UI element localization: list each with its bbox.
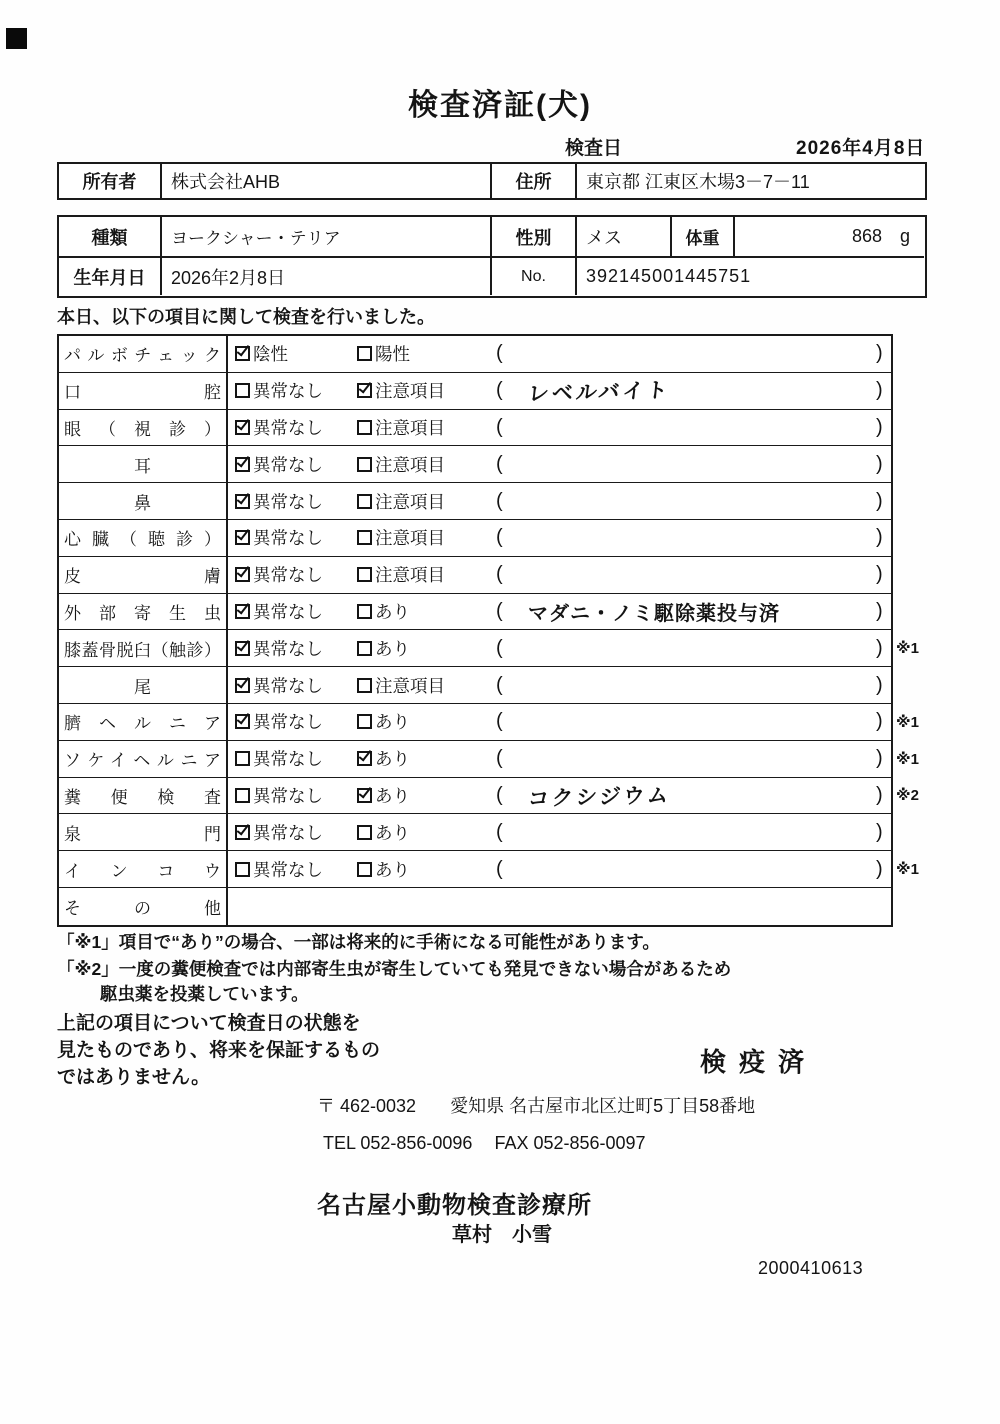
exam-option-2 (357, 410, 445, 446)
paren-open: ( (496, 342, 503, 365)
exam-table-row (59, 336, 891, 373)
paren-close: ) (876, 783, 883, 806)
paren-open: ( (496, 673, 503, 696)
paren-close: ) (876, 415, 883, 438)
checkbox-icon (357, 751, 372, 766)
checkbox-icon (357, 862, 372, 877)
paren-open: ( (496, 747, 503, 770)
exam-item-label-cell (59, 704, 228, 740)
checkmark-icon (359, 748, 372, 762)
exam-item-label-cell (59, 446, 228, 482)
exam-row-content (228, 410, 891, 446)
exam-row-content (228, 704, 919, 740)
veterinarian-name: 草村 小雪 (452, 1224, 552, 1246)
exam-row-content (228, 778, 919, 814)
paren-close: ) (876, 342, 883, 365)
exam-option-2-label: 注意項目 (375, 528, 445, 549)
checkmark-icon (237, 453, 250, 467)
checkbox-icon (235, 825, 250, 840)
exam-option-2 (357, 851, 410, 887)
exam-option-1 (235, 667, 323, 703)
exam-option-1 (235, 814, 323, 850)
exam-item-label-cell (59, 557, 228, 593)
exam-option-2 (357, 446, 445, 482)
exam-row-content (228, 594, 891, 630)
exam-option-2-label: 陽性 (375, 344, 410, 365)
checkbox-icon (235, 862, 250, 877)
exam-row-content (228, 814, 891, 850)
exam-item-label-cell (59, 667, 228, 703)
exam-item-label: 皮膚 (64, 567, 221, 587)
footnote-ref: ※1 (896, 713, 919, 731)
clinic-postal-code: 〒 462-0032 (317, 1096, 417, 1116)
scan-artifact-mark (6, 28, 27, 49)
checkmark-icon (237, 417, 250, 431)
footnote-ref: ※1 (896, 861, 919, 879)
paren-open: ( (496, 563, 503, 586)
document-title: 検査済証(犬) (408, 89, 592, 122)
checkbox-icon (235, 714, 250, 729)
clinic-address-line (317, 1092, 755, 1118)
exam-item-label-cell (59, 814, 228, 850)
exam-option-1-label: 異常なし (253, 381, 323, 402)
exam-option-2 (357, 520, 445, 556)
clinic-tel: TEL 052-856-0096 (323, 1133, 473, 1153)
paren-open: ( (496, 710, 503, 733)
exam-option-2 (357, 557, 445, 593)
exam-option-1-label: 陰性 (253, 344, 288, 365)
exam-item-label-cell (59, 888, 228, 925)
breed-value: ヨークシャー・テリア (160, 217, 490, 256)
footnote-1: 「※1」項目で“あり”の場合、一部は将来的に手術になる可能性があります。 (57, 932, 660, 952)
checkbox-icon (357, 678, 372, 693)
checkmark-icon (237, 490, 250, 504)
paren-open: ( (496, 820, 503, 843)
exam-row-content (228, 373, 891, 409)
exam-option-1-label: 異常なし (253, 528, 323, 549)
exam-option-1 (235, 704, 323, 740)
checkbox-icon (357, 346, 372, 361)
exam-item-label: その他 (64, 898, 221, 918)
checkmark-icon (359, 784, 372, 798)
exam-item-label: 尾 (134, 677, 151, 697)
paren-open: ( (496, 599, 503, 622)
exam-option-2 (357, 594, 410, 630)
checkmark-icon (237, 527, 250, 541)
exam-option-2-label: あり (375, 859, 410, 880)
exam-option-1 (235, 557, 323, 593)
paren-close: ) (876, 489, 883, 512)
exam-table-row (59, 814, 891, 851)
exam-row-content (228, 483, 891, 519)
exam-row-content (228, 336, 891, 372)
exam-option-2-label: あり (375, 749, 410, 770)
exam-item-label-cell (59, 778, 228, 814)
paren-close: ) (876, 563, 883, 586)
exam-row-content (228, 667, 891, 703)
exam-option-2 (357, 741, 410, 777)
checkbox-icon (235, 530, 250, 545)
exam-item-label-cell (59, 483, 228, 519)
exam-row-content (228, 741, 919, 777)
checkbox-icon (235, 457, 250, 472)
exam-option-2 (357, 373, 445, 409)
exam-option-2 (357, 336, 410, 372)
exam-option-2-label: あり (375, 822, 410, 843)
paren-close: ) (876, 526, 883, 549)
paren-close: ) (876, 857, 883, 880)
exam-option-1 (235, 778, 323, 814)
footnote-2-continued: 駆虫薬を投薬しています。 (100, 984, 309, 1004)
paren-close: ) (876, 710, 883, 733)
checkbox-icon (235, 604, 250, 619)
exam-table-row (59, 557, 891, 594)
checkbox-icon (357, 383, 372, 398)
clinic-address: 愛知県 名古屋市北区辻町5丁目58番地 (450, 1096, 756, 1116)
footnote-2: 「※2」一度の糞便検査では内部寄生虫が寄生していても発見できない場合があるため (57, 959, 732, 979)
exam-item-label-cell (59, 336, 228, 372)
checkmark-icon (237, 343, 250, 357)
exam-table-row (59, 888, 891, 925)
checkmark-icon (237, 564, 250, 578)
paren-open: ( (496, 452, 503, 475)
exam-option-1-label: 異常なし (253, 565, 323, 586)
exam-option-1 (235, 410, 323, 446)
exam-option-1-label: 異常なし (253, 638, 323, 659)
paren-open: ( (496, 783, 503, 806)
paren-close: ) (876, 599, 883, 622)
exam-date-value: 2026年4月8日 (796, 138, 926, 159)
exam-option-1 (235, 336, 288, 372)
exam-row-content (228, 557, 891, 593)
exam-option-1-label: 異常なし (253, 712, 323, 733)
exam-option-2 (357, 483, 445, 519)
exam-table-row (59, 520, 891, 557)
exam-table-row (59, 778, 919, 815)
exam-option-1 (235, 630, 323, 666)
owner-label: 所有者 (82, 172, 137, 192)
checkmark-icon (237, 674, 250, 688)
exam-item-label: 鼻 (134, 493, 151, 513)
checkbox-icon (357, 788, 372, 803)
paren-open: ( (496, 415, 503, 438)
exam-item-label: パルボチェック (64, 346, 221, 366)
exam-table-row (59, 373, 891, 410)
exam-option-1 (235, 446, 323, 482)
exam-option-1-label: 異常なし (253, 454, 323, 475)
exam-option-1 (235, 520, 323, 556)
exam-table-row (59, 410, 891, 447)
birth-value: 2026年2月8日 (160, 256, 490, 295)
checkmark-icon (237, 600, 250, 614)
checkbox-icon (357, 420, 372, 435)
exam-item-label: 泉門 (64, 824, 221, 844)
disclaimer-text (57, 1010, 380, 1091)
exam-item-label: 膝蓋骨脱臼（触診） (64, 640, 221, 660)
paren-content: レベルバイト (526, 378, 672, 406)
checkmark-icon (359, 380, 372, 394)
exam-table-row (59, 667, 891, 704)
exam-row-content (228, 851, 919, 887)
paren-open: ( (496, 636, 503, 659)
paren-open: ( (496, 489, 503, 512)
exam-item-label-cell (59, 851, 228, 887)
owner-value: 株式会社AHB (160, 164, 490, 198)
exam-option-2 (357, 667, 445, 703)
disclaimer-line-2: 見たものであり、将来を保証するもの (57, 1040, 381, 1061)
exam-option-1 (235, 741, 323, 777)
weight-label: 体重 (670, 217, 733, 256)
paren-content: コクシジウム (526, 783, 673, 811)
owner-table (57, 162, 927, 200)
exam-option-2-label: 注意項目 (375, 491, 445, 512)
quarantine-stamp: 検疫済 (700, 1047, 818, 1077)
exam-item-label: 糞便検査 (64, 787, 221, 807)
exam-item-label: 眼（視診） (64, 419, 221, 439)
checkbox-icon (357, 567, 372, 582)
clinic-fax: FAX 052-856-0097 (494, 1133, 646, 1153)
exam-option-2 (357, 814, 410, 850)
weight-value (733, 217, 924, 256)
document-serial-number: 2000410613 (758, 1258, 864, 1278)
paren-content: マダニ・ノミ駆除薬投与済 (528, 602, 780, 625)
checkbox-icon (235, 383, 250, 398)
checkbox-icon (357, 714, 372, 729)
checkbox-icon (235, 567, 250, 582)
sex-value: メス (575, 217, 670, 256)
checkbox-icon (235, 420, 250, 435)
checkbox-icon (357, 641, 372, 656)
checkmark-icon (237, 711, 250, 725)
paren-close: ) (876, 820, 883, 843)
exam-item-label-cell (59, 741, 228, 777)
exam-row-content (228, 888, 891, 925)
sex-label: 性別 (490, 217, 575, 256)
exam-option-2-label: 注意項目 (375, 381, 445, 402)
checkbox-icon (357, 457, 372, 472)
checkbox-icon (357, 530, 372, 545)
exam-table-row (59, 446, 891, 483)
exam-option-2-label: 注意項目 (375, 417, 445, 438)
address-value: 東京都 江東区木場3－7－11 (575, 164, 924, 198)
exam-table-row (59, 594, 891, 631)
exam-item-label-cell (59, 410, 228, 446)
paren-open: ( (496, 379, 503, 402)
paren-open: ( (496, 857, 503, 880)
exam-option-2-label: あり (375, 638, 410, 659)
paren-close: ) (876, 673, 883, 696)
disclaimer-line-3: ではありません。 (57, 1067, 211, 1088)
exam-option-2-label: 注意項目 (375, 454, 445, 475)
paren-close: ) (876, 747, 883, 770)
exam-date-label: 検査日 (565, 138, 623, 159)
paren-close: ) (876, 452, 883, 475)
exam-option-1 (235, 851, 323, 887)
footnote-ref: ※1 (896, 640, 919, 658)
breed-label: 種類 (91, 227, 128, 248)
weight-number: 868 (851, 226, 882, 246)
exam-option-1-label: 異常なし (253, 859, 323, 880)
exam-option-1-label: 異常なし (253, 417, 323, 438)
exam-option-1-label: 異常なし (253, 822, 323, 843)
exam-item-label: インコウ (64, 861, 221, 881)
exam-item-label: 臍ヘルニア (64, 714, 221, 734)
exam-item-label: 外部寄生虫 (64, 603, 221, 623)
exam-option-2-label: 注意項目 (375, 565, 445, 586)
checkbox-icon (235, 641, 250, 656)
exam-option-2-label: あり (375, 712, 410, 733)
pet-info-table (57, 215, 927, 298)
exam-option-1 (235, 594, 323, 630)
exam-option-1-label: 異常なし (253, 675, 323, 696)
intro-text: 本日、以下の項目に関して検査を行いました。 (57, 307, 435, 327)
exam-option-1 (235, 373, 323, 409)
no-label: No. (490, 256, 575, 295)
exam-item-label-cell (59, 520, 228, 556)
clinic-name: 名古屋小動物検査診療所 (317, 1192, 592, 1219)
checkbox-icon (235, 788, 250, 803)
checkbox-icon (235, 751, 250, 766)
exam-option-2 (357, 778, 410, 814)
exam-item-label-cell (59, 373, 228, 409)
exam-option-2 (357, 630, 410, 666)
exam-option-2-label: あり (375, 601, 410, 622)
exam-option-1 (235, 483, 323, 519)
exam-row-content (228, 630, 919, 666)
exam-item-label-cell (59, 630, 228, 666)
checkmark-icon (237, 821, 250, 835)
clinic-phone-line (323, 1133, 646, 1154)
exam-option-1-label: 異常なし (253, 749, 323, 770)
checkbox-icon (235, 494, 250, 509)
checkbox-icon (235, 678, 250, 693)
checkmark-icon (237, 637, 250, 651)
exam-table-row (59, 704, 919, 741)
exam-item-label: 耳 (134, 456, 151, 476)
weight-unit: g (899, 226, 910, 246)
checkbox-icon (357, 825, 372, 840)
exam-item-label: 心臓（聴診） (64, 530, 221, 550)
exam-item-label: ソケイヘルニア (64, 751, 221, 771)
checkbox-icon (235, 346, 250, 361)
exam-table-row (59, 851, 919, 888)
exam-table-row (59, 741, 919, 778)
exam-item-label: 口腔 (64, 383, 221, 403)
checkbox-icon (357, 604, 372, 619)
no-value: 392145001445751 (575, 256, 924, 295)
exam-option-2-label: あり (375, 785, 410, 806)
checkbox-icon (357, 494, 372, 509)
exam-table-row (59, 483, 891, 520)
address-label: 住所 (490, 164, 575, 198)
paren-open: ( (496, 526, 503, 549)
exam-option-1-label: 異常なし (253, 785, 323, 806)
footnote-ref: ※1 (896, 750, 919, 768)
birth-label: 生年月日 (59, 256, 160, 295)
paren-close: ) (876, 636, 883, 659)
exam-option-2 (357, 704, 410, 740)
exam-row-content (228, 520, 891, 556)
footnote-ref: ※2 (896, 787, 919, 805)
exam-results-table (57, 334, 919, 927)
exam-option-1-label: 異常なし (253, 491, 323, 512)
exam-option-2-label: 注意項目 (375, 675, 445, 696)
paren-close: ) (876, 379, 883, 402)
disclaimer-line-1: 上記の項目について検査日の状態を (57, 1013, 361, 1034)
exam-item-label-cell (59, 594, 228, 630)
exam-option-1-label: 異常なし (253, 601, 323, 622)
exam-table-row (59, 630, 919, 667)
exam-row-content (228, 446, 891, 482)
